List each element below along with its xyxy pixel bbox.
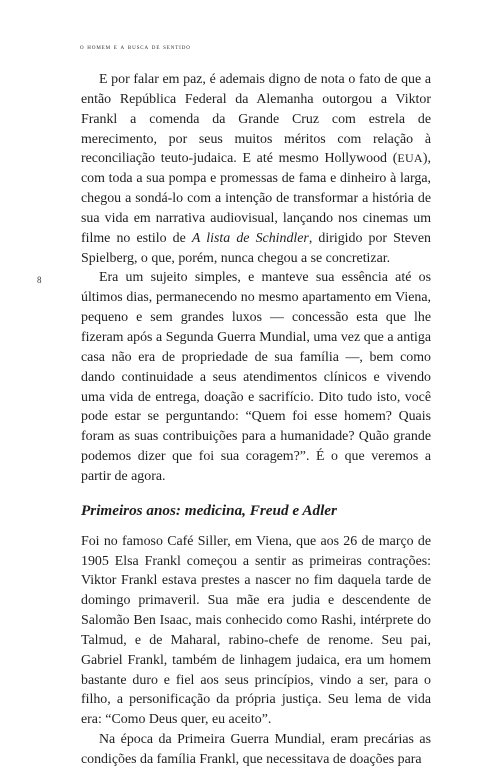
- page-number: 8: [37, 275, 42, 285]
- paragraph-text: E por falar em paz, é ademais digno de nota o fato de que a então República Federal da Alemanha outorgou a Viktor Frankl a comenda da Grande Cruz com estrela de merecimento, por seus muitos méritos com relação à reconciliação teuto-judaica. E até mesmo Hollywood (: [81, 72, 431, 167]
- section-heading: Primeiros anos: medicina, Freud e Adler: [81, 501, 337, 519]
- body-text: [81, 70, 431, 770]
- paragraph: Era um sujeito simples, e manteve sua essência até os últimos dias, permanecendo no mesmo apartamento em Viena, pequeno e sem grandes luxos — concessão esta que lhe fizeram após a Segunda Guerra Mundial, uma vez que a antiga casa não era de propriedade de sua família —, bem como dando continuidade a seus atendimentos clínicos e vivendo uma vida de entrega, doação e sacrifício. Dito tudo isto, você pode estar se perguntando: “Quem foi esse homem? Quais foram as suas contribuições para a humanidade? Quão grande podemos dizer que foi sua coragem?”. É o que veremos a partir de agora.: [81, 270, 431, 484]
- paragraph-text: , dirigido por Steven Spielberg, o que, porém, nunca chegou a se concretizar.: [81, 230, 431, 266]
- film-title: A lista de Schindler: [191, 230, 309, 246]
- paragraph: [81, 70, 431, 268]
- abbreviation: EUA: [397, 151, 423, 166]
- paragraph: Na época da Primeira Guerra Mundial, eram precárias as condições da família Frankl, que necessitava de doações para: [81, 732, 431, 767]
- paragraph-text: ), com toda a sua pompa e promessas de fama e dinheiro à larga, chegou a sondá-lo com a intenção de transformar a história de sua vida em narrativa audiovisual, lançando nos cinemas um filme no estilo de: [81, 151, 431, 246]
- running-head: o homem e a busca de sentido: [80, 42, 191, 51]
- paragraph: Foi no famoso Café Siller, em Viena, que aos 26 de março de 1905 Elsa Frankl começou a sentir as primeiras contrações: Viktor Frankl estava prestes a nascer no fim daquela tarde de domingo primaveril. Sua mãe era judia e descendente de Salomão Ben Isaac, mais conhecido como Rashi, intérprete do Talmud, e de Maharal, rabino-chefe de renome. Seu pai, Gabriel Frankl, também de linhagem judaica, era um homem bastante duro e fiel aos seus princípios, vindo a ser, para o filho, a personificação da própria justiça. Seu lema de vida era: “Como Deus quer, eu aceito”.: [81, 533, 431, 728]
